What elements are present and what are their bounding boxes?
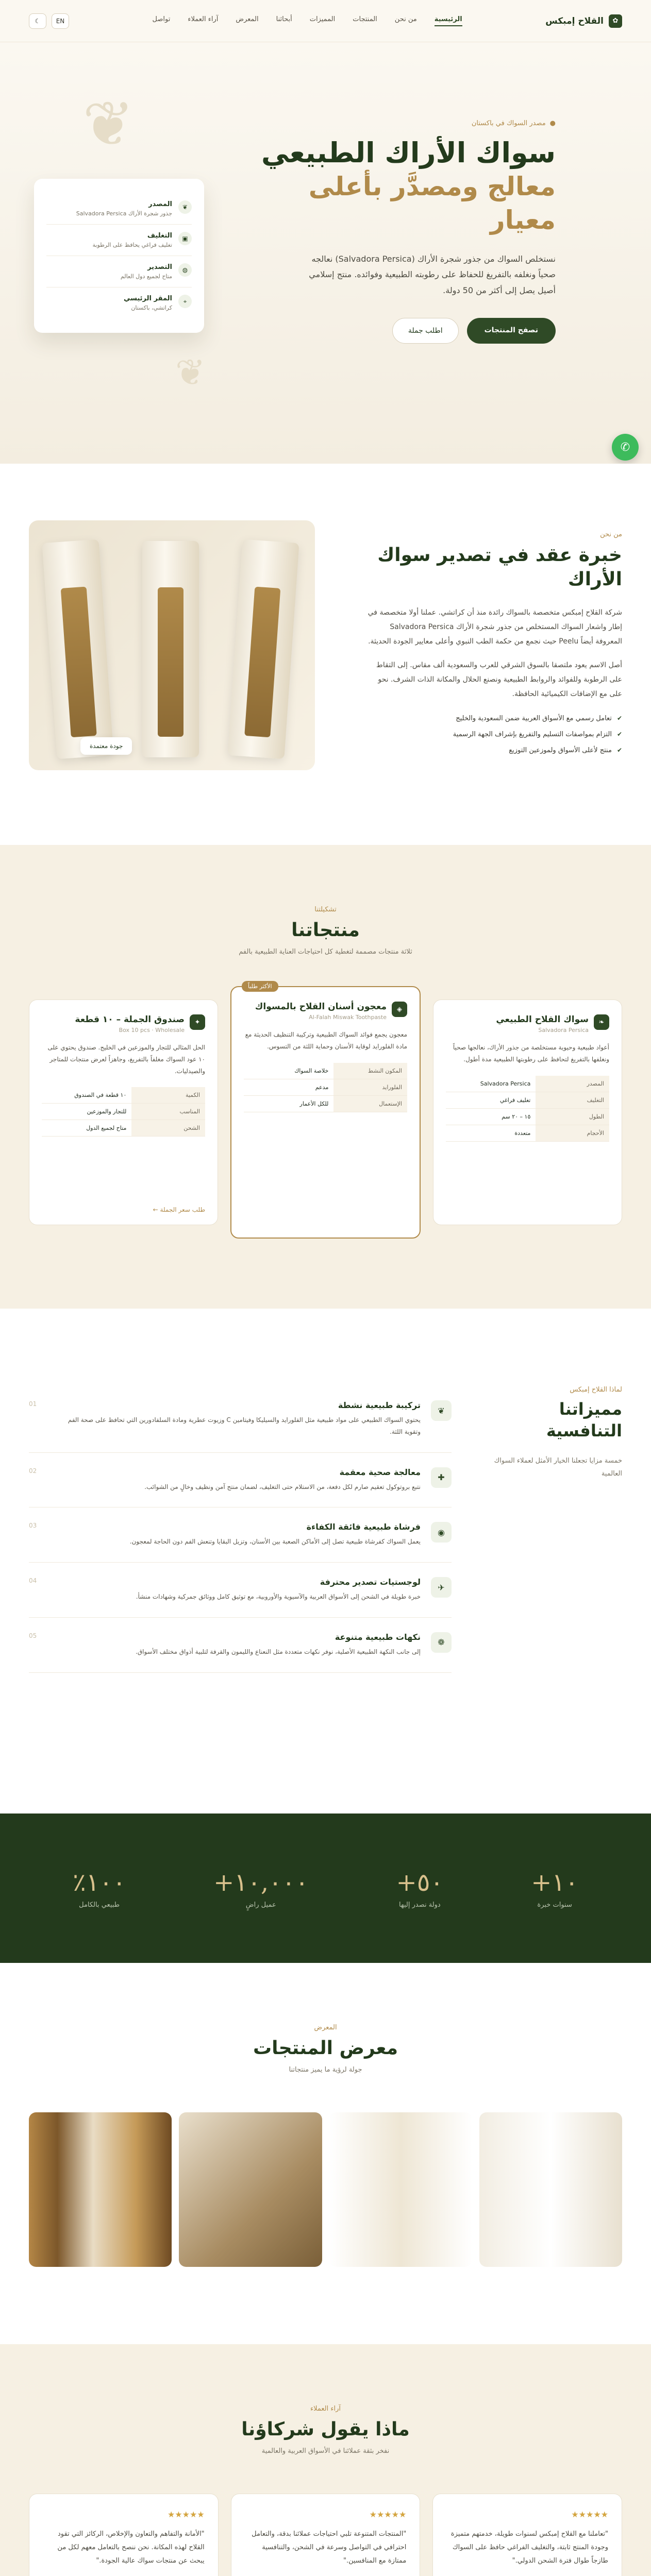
testimonial-card: ★★★★★ "الأمانة والتفاهم والتعاون والإخلاص، الركائز التي تقود القلاح لهذه المكانة. نحن ننصح بالتعامل معهم لكل من يبحث عن منتجات سواك عالية الجودة."	[29, 2494, 219, 2576]
leaf-logo-icon: ✿	[609, 14, 622, 28]
testimonials-subtitle: نفخر بثقة عملائنا في الأسواق العربية والعالمية	[261, 2447, 390, 2455]
hero-description: نستخلص السواك من جذور شجرة الأراك (Salvadora Persica) نعالجه صحياً ونغلفه بالتفريغ للحفاظ على رطوبته الطبيعية وفوائده. منتج إسلامي أصيل يصل إلى أكثر من 50 دولة.	[309, 253, 556, 295]
nav-gallery[interactable]: المعرض	[236, 15, 259, 23]
info-row: ❦ المصدر جذور شجرة الأراك Salvadora Persica	[46, 193, 192, 225]
info-row: ▣ التغليف تغليف فراغي يحافظ على الرطوبة	[46, 225, 192, 256]
star-rating-icon: ★★★★★	[571, 2510, 608, 2519]
features-section	[0, 1309, 651, 1814]
hero-section	[0, 42, 651, 464]
section-kicker: لماذا القلاح إمبكس	[570, 1386, 622, 1394]
brand-name: القلاح إمبكس	[545, 15, 604, 26]
nav-research[interactable]: أبحاثنا	[276, 15, 292, 23]
nav-home[interactable]: الرئيسية	[435, 15, 462, 26]
hero-info-card	[34, 179, 204, 333]
gallery-image[interactable]	[29, 2112, 172, 2267]
gallery-image[interactable]	[179, 2112, 322, 2267]
gallery-image[interactable]	[479, 2112, 622, 2267]
about-title: خبرة عقد في تصدير سواك الأراك	[377, 545, 622, 590]
gallery-title: معرض المنتجات	[253, 2038, 398, 2059]
nav-products[interactable]: المنتجات	[353, 15, 377, 23]
spec-table: المكون النشط خلاصة السواك الفلورايد مدعم الإستعمال للكل الأعمار	[244, 1063, 407, 1112]
feature-item: ✚ معالجة صحية معقمة نتبع بروتوكول تعقيم صارم لكل دفعة، من الاستلام حتى التغليف، لضمان منتج آمن ونظيف وخالٍ من الشوائب. 02	[29, 1453, 452, 1508]
leaf-icon: ❦	[431, 1400, 452, 1421]
flower-icon: ❁	[431, 1632, 452, 1653]
hero-text	[246, 120, 556, 344]
check-icon: ✔	[616, 747, 622, 754]
products-subtitle: ثلاثة منتجات مصممة لتغطية كل احتياجات العناية الطبيعية بالفم	[239, 947, 412, 956]
testimonial-card: ★★★★★ "المنتجات المتنوعة تلبي احتياجات عملائنا بدقة، والتعامل احترافي في التواصل وسرعة في الشحن، والتنافسية ممتازة مع المنافسين."	[231, 2494, 421, 2576]
nav-testimonials[interactable]: آراء العملاء	[188, 15, 219, 23]
section-kicker: المعرض	[314, 2024, 337, 2031]
box-icon: ✦	[190, 1014, 205, 1030]
testimonial-card: ★★★★★ "تعاملنا مع القلاح إمبكس لسنوات طويلة، خدمتهم متميزة وجودة المنتج ثابتة، والتغليف الفراغي حافظ على السواك طازجاً طوال فترة الشحن الدولي."	[432, 2494, 622, 2576]
miswak-pack-image	[42, 539, 113, 759]
site-header	[0, 0, 651, 42]
leaf-decoration-icon: ❦	[175, 351, 206, 394]
star-rating-icon: ★★★★★	[167, 2510, 205, 2519]
feature-item: ✈ لوجستيات تصدير محترفة خبرة طويلة في الشحن إلى الأسواق العربية والآسيوية والأوروبية، مع توثيق كامل ووثائق جمركية وشهادات منشأ. 04	[29, 1563, 452, 1618]
testimonials-section	[0, 2344, 651, 2576]
spec-table: الكمية ١٠ قطعة في الصندوق المناسب للتجار والموزعين الشحن متاح لجميع الدول	[42, 1087, 205, 1137]
product-cards	[29, 983, 622, 1252]
star-rating-icon: ★★★★★	[369, 2510, 407, 2519]
hero-title: سواك الأراك الطبيعي	[261, 137, 556, 169]
spec-table: المصدر Salvadora Persica التغليف تغليف فراغي الطول ١٥ – ٢٠ سم الأحجام متعددة	[446, 1076, 609, 1142]
language-toggle[interactable]: EN	[52, 13, 69, 29]
medical-cross-icon: ✚	[431, 1467, 452, 1488]
section-kicker: آراء العملاء	[310, 2405, 341, 2413]
testimonial-cards	[29, 2494, 622, 2576]
testimonials-title: ماذا يقول شركاؤنا	[241, 2419, 410, 2440]
feature-item: ◉ فرشاة طبيعية فائقة الكفاءة يعمل السواك كفرشاة طبيعية تصل إلى الأماكن الصعبة بين الأسنان، وتزيل البقايا وتنعش الفم دون الحاجة لمعجون. 03	[29, 1507, 452, 1563]
features-list	[29, 1386, 452, 1673]
gallery-subtitle: جولة لرؤية ما يميز منتجاتنا	[289, 2065, 362, 2074]
miswak-pack-image	[227, 539, 299, 759]
nav-features[interactable]: المميزات	[309, 15, 336, 23]
about-paragraph: أصل الاسم يعود ملتصقا بالسوق الشرقي للعرب والسعودية ألف مقاس. إلى التقاط على الرطوبة وللفوائد والروابط الطبيعية ونصنع الحلال والمكانة الذات الشرف. نحو على مع الإضافات الكيميائية الحافظة.	[376, 660, 622, 698]
gallery-section	[0, 1963, 651, 2344]
wholesale-price-link[interactable]: طلب سعر الجملة ←	[153, 1206, 205, 1213]
products-title: منتجاتنا	[291, 920, 360, 941]
product-card-toothpaste[interactable]: الأكثر طلباً ◈ معجون أسنان القلاح بالمسواك Al-Falah Miswak Toothpaste معجون يجمع فوائد السواك الطبيعية وتركيبة التنظيف الحديثة مع مادة الفلورايد لوقاية الأسنان وحماية اللثة من التسوس. المكون النشط خلاصة السواك الفلورايد مدعم الإستعمال للكل الأعمار	[230, 986, 421, 1239]
plane-icon: ✈	[431, 1577, 452, 1598]
about-paragraph: شركة القلاح إمبكس متخصصة بالسواك رائدة منذ أن كراتشي. عملنا أولا متخصصة في إطار واشعار السواك المستخلص من جذور شجرة الأراك Salvadora Persica المعروفة أيضاً Peelu حيث نجمع من حكمة الطب النبوي وأعلى معايير الجودة الحديثة.	[368, 608, 622, 646]
gallery-header	[0, 1963, 651, 2074]
theme-moon-icon[interactable]: ☾	[29, 13, 46, 29]
stat-item: ١٠٠٪ طبيعي بالكامل	[73, 1868, 126, 1909]
tube-icon: ◈	[392, 1002, 407, 1017]
hero-subtitle: معالج ومصدَّر بأعلى معيار	[308, 171, 556, 235]
leaf-icon: ❧	[594, 1014, 609, 1030]
product-card-wholesale-box[interactable]: ✦ صندوق الجملة – ١٠ قطعة Box 10 pcs · Wholesale الحل المثالي للتجار والموزعين في الخليج. صندوق يحتوي على ١٠ عود السواك مغلفاً بالتفريغ، وجاهزاً لعرض منتجات للمتاجر والصيدليات. الكمية ١٠ قطعة في الصندوق المناسب للتجار والموزعين الشحن متاح لجميع الدول طلب سعر الجملة ←	[29, 999, 218, 1225]
info-row: ⌖ المقر الرئيسي كراتشي، باكستان	[46, 287, 192, 318]
about-text	[364, 531, 622, 758]
testimonials-header	[0, 2344, 651, 2455]
featured-badge: الأكثر طلباً	[242, 981, 278, 992]
leaf-icon: ❦	[178, 200, 192, 214]
leaf-decoration-icon: ❦	[82, 89, 135, 160]
hero-eyebrow: ● مصدر السواك في باكستان	[471, 120, 556, 127]
pin-icon: ●	[549, 120, 556, 127]
products-section	[0, 845, 651, 1309]
globe-icon: ◍	[178, 263, 192, 277]
check-item: ✔ منتج لأعلى الأسواق ولموزعين التوزيع	[509, 746, 622, 754]
brand[interactable]	[545, 14, 622, 28]
nav-about[interactable]: من نحن	[394, 15, 417, 23]
quality-badge: جودة معتمدة	[80, 737, 132, 755]
stats-band	[0, 1814, 651, 1963]
gallery-grid	[29, 2112, 622, 2267]
miswak-pack-image	[142, 541, 199, 757]
features-header	[493, 1386, 622, 1481]
about-checklist	[364, 710, 622, 758]
hero-buttons	[246, 318, 556, 344]
header-tools	[29, 13, 69, 29]
brush-icon: ◉	[431, 1522, 452, 1543]
info-row: ◍ التصدير متاح لجميع دول العالم	[46, 256, 192, 287]
about-product-image	[29, 520, 315, 770]
stat-item: ٥٠+ دولة نصدر إليها	[396, 1868, 444, 1909]
browse-products-button[interactable]: تصفح المنتجات	[467, 318, 556, 344]
product-card-miswak[interactable]: ❧ سواك القلاح الطبيعي Salvadora Persica أعواد طبيعية وحيوية مستخلصة من جذور الأراك، نعالجها صحياً ونغلفها بالتفريغ لتحافظ على رطوبتها الطبيعية مدة أطول. المصدر Salvadora Persica التغليف تغليف فراغي الطول ١٥ – ٢٠ سم الأحجام متعددة	[433, 999, 622, 1225]
check-item: ✔ التزام بمواصفات التسليم والتفريغ بإشراف الجهة الرسمية	[453, 730, 622, 738]
stat-item: ١٠,٠٠٠+ عميل راضٍ	[213, 1868, 309, 1909]
feature-item: ❁ نكهات طبيعية متنوعة إلى جانب النكهة الطبيعية الأصلية، نوفر نكهات متعددة مثل النعناع والليمون والقرفة لتلبية أذواق مختلف الأسواق. 05	[29, 1618, 452, 1673]
check-icon: ✔	[616, 715, 622, 722]
features-subtitle: خمسة مزايا تجعلنا الخيار الأمثل لعملاء السواك العالمية	[494, 1457, 622, 1478]
products-header	[0, 845, 651, 956]
check-icon: ✔	[616, 731, 622, 738]
wholesale-order-button[interactable]: اطلب جملة	[392, 318, 459, 344]
section-kicker: تشكيلتنا	[314, 906, 337, 913]
features-title: مميزاتنا التنافسية	[546, 1399, 622, 1440]
location-pin-icon: ⌖	[178, 295, 192, 308]
section-kicker: من نحن	[600, 531, 622, 538]
about-section	[0, 464, 651, 845]
main-nav	[153, 15, 462, 26]
nav-contact[interactable]: تواصل	[152, 15, 171, 23]
gallery-image[interactable]	[329, 2112, 472, 2267]
whatsapp-float-icon[interactable]: ✆	[612, 434, 639, 461]
check-item: ✔ تعامل رسمي مع الأسواق العربية ضمن السعودية والخليج	[456, 714, 622, 722]
package-icon: ▣	[178, 232, 192, 245]
stat-item: ١٠+ سنوات خبرة	[531, 1868, 579, 1909]
feature-item: ❦ تركيبة طبيعية نشطة يحتوي السواك الطبيعي على مواد طبيعية مثل الفلورايد والسيليكا وفيتامين C وزيوت عطرية ومادة السلفادورين التي تحافظ على صحة الفم وتقوية اللثة. 01	[29, 1386, 452, 1453]
